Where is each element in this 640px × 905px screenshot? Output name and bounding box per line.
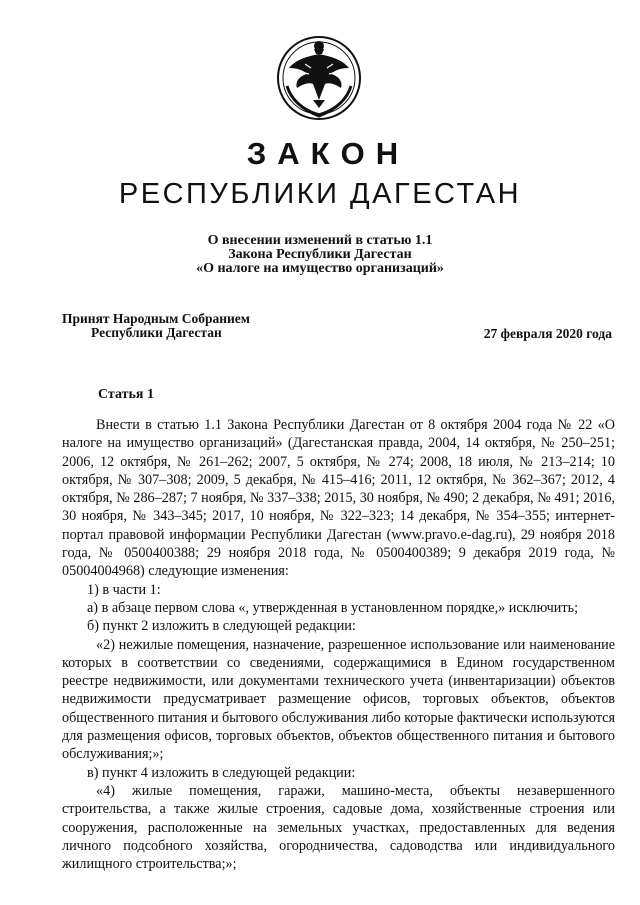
- list-item: в) пункт 4 изложить в следующей редакции:: [87, 764, 356, 781]
- law-name: [0, 234, 640, 276]
- list-item: б) пункт 2 изложить в следующей редакции:: [87, 618, 356, 635]
- document-title: ЗАКОН: [246, 136, 410, 171]
- quoted-text: «2) нежилые помещения, назначение, разрешенное использование или наименование которых в соответствии со сведениями, содержащимися в Едином государственном реестре недвижимости, или документами технического учета (инвентаризации) объектов недвижимости предусматривает размещение офисов, торговых объектов, объектов общественного питания и бытового обслуживания либо которые фактически используются для размещения офисов, торговых объектов, объектов общественного питания и бытового обслуживания;»;: [62, 636, 615, 763]
- law-name-line: «О налоге на имущество организаций»: [196, 261, 444, 276]
- adoption-line: Принят Народным Собранием: [62, 311, 250, 326]
- list-item: а) в абзаце первом слова «, утвержденная в установленном порядке,» исключить;: [87, 599, 579, 616]
- law-name-line: Закона Республики Дагестан: [228, 247, 412, 262]
- coat-of-arms-eagle-icon: [275, 34, 363, 122]
- law-name-line: О внесении изменений в статью 1.1: [207, 233, 433, 248]
- list-item: 1) в части 1:: [87, 581, 161, 598]
- adoption-line: Республики Дагестан: [91, 325, 222, 340]
- adoption-block: [62, 312, 250, 340]
- adoption-date: 27 февраля 2020 года: [483, 326, 612, 341]
- article-heading: Статья 1: [98, 387, 154, 402]
- document-subtitle: РЕСПУБЛИКИ ДАГЕСТАН: [118, 178, 522, 210]
- quoted-text: «4) жилые помещения, гаражи, машино-места, объекты незавершенного строительства, а также жилые строения, садовые дома, хозяйственные строения или сооружения, расположенные на земельных участках, предоставленных для ведения личного подсобного хозяйства, огородничества, садоводства или индивидуального жилищного строительства;»;: [62, 782, 615, 873]
- article-intro: Внести в статью 1.1 Закона Республики Дагестан от 8 октября 2004 года № 22 «О налоге на имущество организаций» (Дагестанская правда, 2004, 14 октября, № 250–251; 2006, 12 октября, № 261–262; 2007, 5 октября, № 274; 2008, 18 июля, № 213–214; 10 октября, № 307–308; 2009, 5 декабря, № 415–416; 2011, 12 октября, № 362–367; 2012, 4 октября, № 286–287; 7 ноября, № 337–338; 2015, 30 ноября, № 490; 2 декабря, № 491; 2016, 30 ноября, № 343–345; 2017, 10 ноября, № 322–323; 14 декабря, № 354–355; интернет-портал правовой информации Республики Дагестан (www.pravo.e-dag.ru), 29 ноября 2018 года, № 0500400388; 29 ноября 2018 года, № 0500400389; 9 декабря 2019 года, № 05004004968) следующие изменения:: [62, 417, 616, 580]
- article-body: [62, 416, 615, 873]
